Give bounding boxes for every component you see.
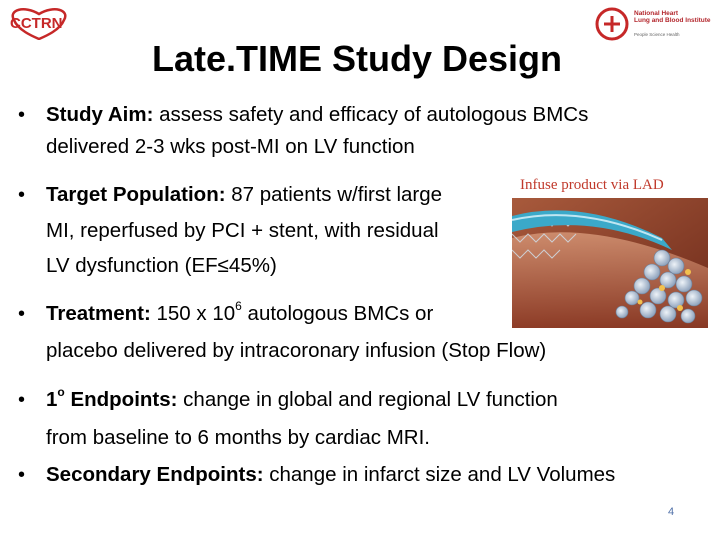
nhlbi-logo-tagline: People Science Health [634,32,680,37]
treatment-line1: Treatment: 150 x $10^6$ autologous BMCs or [46,299,434,325]
secondary-endpoints-line1: Secondary Endpoints: change in infarct size and LV Volumes [46,463,616,486]
bullet-marker: • [18,184,26,206]
page-number: 4 [668,506,675,518]
treatment-line2: placebo delivered by intracoronary infusion (Stop Flow) [46,339,547,362]
slide-title: Late.TIME Study Design [151,38,563,79]
study-aim-line1: Study Aim: assess safety and efficacy of autologous BMCs [46,103,589,126]
primary-endpoints-line1: 1$^o$ Endpoints: change in global and regional LV function [46,385,558,411]
catheter-infusion-illustration [512,198,708,328]
bullet-marker: • [18,389,26,411]
bullet-marker: • [18,104,26,126]
target-population-line2: MI, reperfused by PCI + stent, with residual [46,219,439,242]
target-population-line3: LV dysfunction (EF≤45%) [46,254,277,277]
nhlbi-logo-name: National Heart Lung and Blood Institute [634,10,711,24]
target-population-line1: Target Population: 87 patients w/first large [46,183,443,206]
cctrn-logo [6,6,72,40]
bullet-marker: • [18,464,26,486]
primary-endpoints-line2: from baseline to 6 months by cardiac MRI. [46,426,430,449]
cctrn-logo-text: CCTRN [10,15,63,32]
bullet-marker: • [18,303,26,325]
study-aim-line2: delivered 2-3 wks post-MI on LV function [46,135,415,158]
image-caption: Infuse product via LAD [520,177,664,193]
